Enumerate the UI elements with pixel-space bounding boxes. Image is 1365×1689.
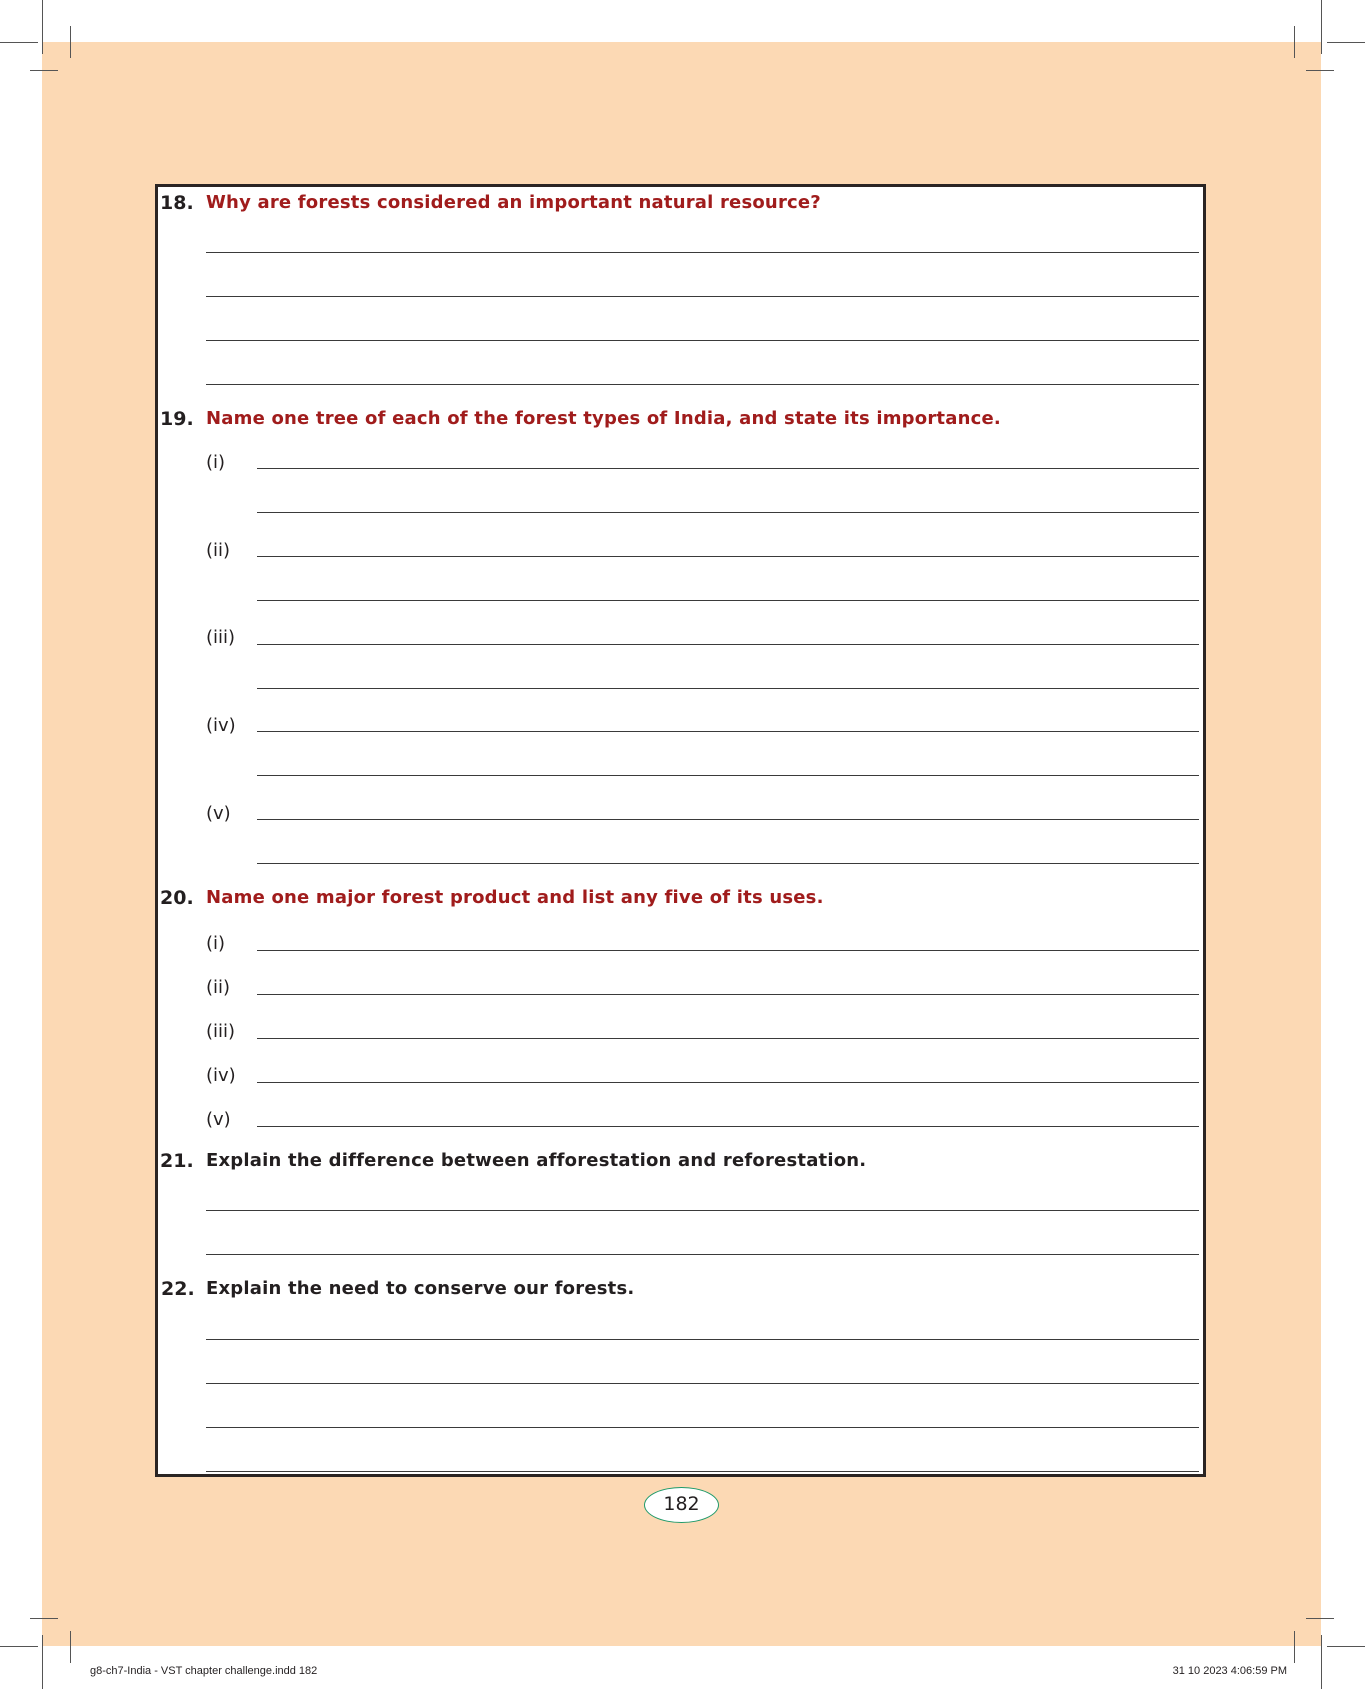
answer-line[interactable] bbox=[257, 863, 1199, 864]
crop-mark bbox=[42, 1635, 43, 1689]
question-text: Explain the need to conserve our forests. bbox=[206, 1278, 635, 1299]
answer-line[interactable] bbox=[257, 731, 1199, 732]
footer-timestamp: 31 10 2023 4:06:59 PM bbox=[1172, 1665, 1287, 1677]
sub-label: (v) bbox=[206, 803, 231, 824]
answer-line[interactable] bbox=[257, 994, 1199, 995]
crop-mark bbox=[1294, 1631, 1295, 1663]
question-number: 18. bbox=[160, 192, 194, 214]
question-number: 19. bbox=[160, 408, 194, 430]
page-number: 182 bbox=[644, 1487, 719, 1523]
crop-mark bbox=[42, 0, 43, 54]
answer-line[interactable] bbox=[206, 296, 1199, 297]
answer-line[interactable] bbox=[257, 1038, 1199, 1039]
answer-line[interactable] bbox=[206, 1339, 1199, 1340]
answer-line[interactable] bbox=[257, 556, 1199, 557]
crop-mark bbox=[1306, 1618, 1334, 1619]
question-text: Name one major forest product and list any five of its uses. bbox=[206, 887, 824, 908]
answer-line[interactable] bbox=[257, 512, 1199, 513]
crop-mark bbox=[1321, 1635, 1322, 1689]
crop-mark bbox=[1321, 0, 1322, 54]
answer-line[interactable] bbox=[257, 950, 1199, 951]
answer-line[interactable] bbox=[257, 600, 1199, 601]
sub-label: (iv) bbox=[206, 715, 236, 736]
crop-mark bbox=[30, 70, 58, 71]
answer-line[interactable] bbox=[257, 775, 1199, 776]
answer-line[interactable] bbox=[257, 468, 1199, 469]
question-number: 22. bbox=[161, 1278, 195, 1300]
footer-file-info: g8-ch7-India - VST chapter challenge.indd 182 bbox=[90, 1665, 318, 1677]
crop-mark bbox=[30, 1618, 58, 1619]
question-number: 21. bbox=[160, 1150, 194, 1172]
answer-line[interactable] bbox=[257, 644, 1199, 645]
crop-mark bbox=[1294, 26, 1295, 58]
sub-label: (iii) bbox=[206, 627, 236, 648]
crop-mark bbox=[70, 1631, 71, 1663]
sub-label: (iv) bbox=[206, 1065, 236, 1086]
sub-label: (v) bbox=[206, 1109, 231, 1130]
crop-mark bbox=[70, 26, 71, 58]
sub-label: (iii) bbox=[206, 1021, 236, 1042]
answer-line[interactable] bbox=[257, 1082, 1199, 1083]
answer-line[interactable] bbox=[206, 1210, 1199, 1211]
sub-label: (ii) bbox=[206, 977, 231, 998]
answer-line[interactable] bbox=[206, 340, 1199, 341]
answer-line[interactable] bbox=[206, 384, 1199, 385]
answer-line[interactable] bbox=[206, 252, 1199, 253]
answer-line[interactable] bbox=[206, 1471, 1199, 1472]
sub-label: (i) bbox=[206, 452, 226, 473]
question-text: Explain the difference between afforestation and reforestation. bbox=[206, 1150, 867, 1171]
question-number: 20. bbox=[160, 887, 194, 909]
question-text: Why are forests considered an important natural resource? bbox=[206, 192, 821, 213]
crop-mark bbox=[1306, 70, 1334, 71]
answer-line[interactable] bbox=[206, 1383, 1199, 1384]
question-text: Name one tree of each of the forest types of India, and state its importance. bbox=[206, 408, 1001, 429]
crop-mark bbox=[0, 42, 38, 43]
crop-mark bbox=[1327, 1646, 1365, 1647]
answer-line[interactable] bbox=[257, 1126, 1199, 1127]
sub-label: (i) bbox=[206, 933, 226, 954]
crop-mark bbox=[0, 1646, 38, 1647]
answer-line[interactable] bbox=[206, 1427, 1199, 1428]
answer-line[interactable] bbox=[257, 688, 1199, 689]
sub-label: (ii) bbox=[206, 540, 231, 561]
crop-mark bbox=[1327, 42, 1365, 43]
answer-line[interactable] bbox=[257, 819, 1199, 820]
answer-line[interactable] bbox=[206, 1254, 1199, 1255]
